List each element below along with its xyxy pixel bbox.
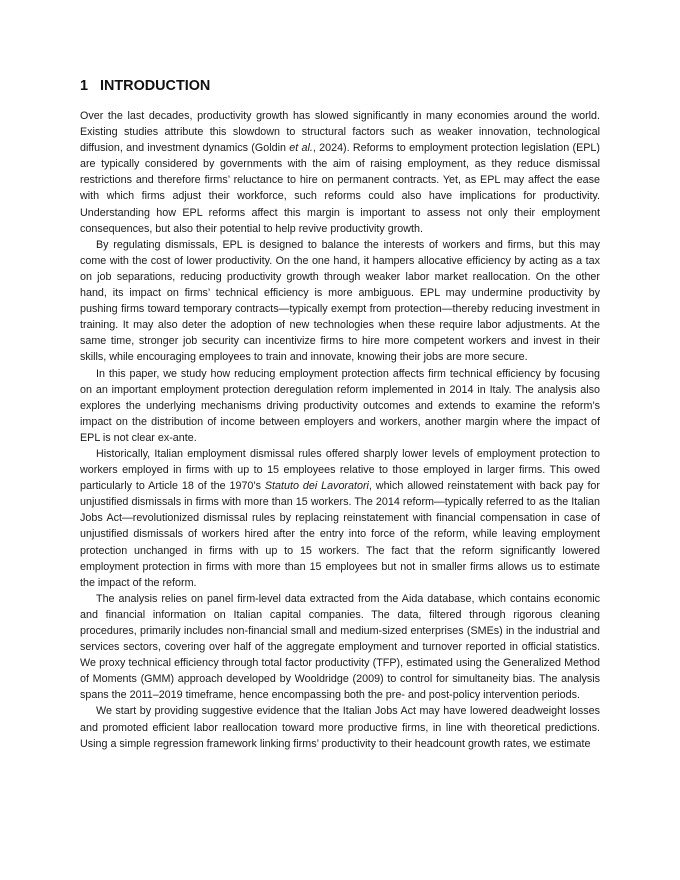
text-run: We start by providing suggestive evidence that the Italian Jobs Act may have lowered deadweight losses and promoted efficient labor reallocation toward more productive firms, in line with theoretical predictions. Using a simple regression framework linking firms’ productivity to their headcount growth rates, we estimate [80, 705, 600, 750]
paragraph [80, 703, 600, 751]
text-run: In this paper, we study how reducing employment protection affects firm technical efficiency by focusing on an important employment protection deregulation reform implemented in 2014 in Italy. The analysis also explores the underlying mechanisms driving productivity outcomes and extends to examine the reform’s impact on the distribution of income between employers and workers, another margin where the impact of EPL is not clear ex-ante. [80, 367, 600, 444]
section-number: 1 [80, 78, 89, 94]
paragraph [80, 591, 600, 704]
section-heading [80, 77, 210, 95]
text-run: The analysis relies on panel firm-level data extracted from the Aida database, which contains economic and financial information on Italian capital companies. The data, filtered through rigorous cleaning procedures, primarily includes non-financial small and medium-sized enterprises (SMEs) in the industrial and services sectors, covering over half of the aggregate employment and turnover reported in official statistics. We proxy technical efficiency through total factor productivity (TFP), estimated using the Generalized Method of Moments (GMM) approach developed by Wooldridge (2009) to control for simultaneity bias. The analysis spans the 2011–2019 timeframe, hence encompassing both the pre- and post-policy intervention periods. [80, 592, 600, 702]
text-run: By regulating dismissals, EPL is designed to balance the interests of workers and firms, but this may come with the cost of lower productivity. On the one hand, it hampers allocative efficiency by acting as a tax on job separations, reducing productivity growth through weaker labor market reallocation. On the other hand, its impact on firms’ technical efficiency is more ambiguous. EPL may undermine productivity by pushing firms toward temporary contracts—typically exempt from protection—thereby reducing investment in training. It may also deter the adoption of new technologies when these require labor adjustments. At the same time, stronger job security can incentivize firms to hire more competent workers and invest in their skills, while encouraging employees to train and innovate, knowing their jobs are more secure. [80, 238, 600, 364]
paragraph [80, 366, 600, 446]
text-run: , which allowed reinstatement with back pay for unjustified dismissals in firms with more than 15 workers. The 2014 reform—typically referred to as the Italian Jobs Act—revolutionized dismissal rules by replacing reinstatement with financial compensation in case of unjustified dismissals of workers hired after the entry into force of the reform, while leaving employment protection unchanged in firms with up to 15 workers. The fact that the reform significantly lowered employment protection in firms with more than 15 employees but not in smaller firms allows us to estimate the impact of the reform. [80, 480, 600, 589]
body-text [80, 108, 600, 752]
paragraph [80, 108, 600, 237]
paragraph [80, 446, 600, 591]
italic-run: et al. [289, 142, 313, 155]
text-run: , 2024). Reforms to employment protection legislation (EPL) are typically considered by governments with the aim of raising employment, as they reduce dismissal restrictions and therefore firms’ reluctance to hire on permanent contracts. Yet, as EPL may affect the ease with which firms adjust their workforce, such reforms could also have implications for productivity. Understanding how EPL reforms affect this margin is important to assess not only their employment consequences, but also their potential to help revive productivity growth. [80, 142, 600, 235]
paragraph [80, 237, 600, 366]
italic-run: Statuto dei Lavoratori [264, 480, 369, 493]
text-run: Historically, Italian employment dismissal rules offered sharply lower levels of employment protection to workers employed in firms with up to 15 employees relative to those employed in larger firms. This owed particularly to Article 18 of the 1970’s [80, 447, 600, 493]
text-run: Over the last decades, productivity growth has slowed significantly in many economies around the world. Existing studies attribute this slowdown to structural factors such as weaker innovation, technological diffusion, and investment dynamics (Goldin [80, 110, 600, 155]
section-title: INTRODUCTION [100, 78, 211, 94]
